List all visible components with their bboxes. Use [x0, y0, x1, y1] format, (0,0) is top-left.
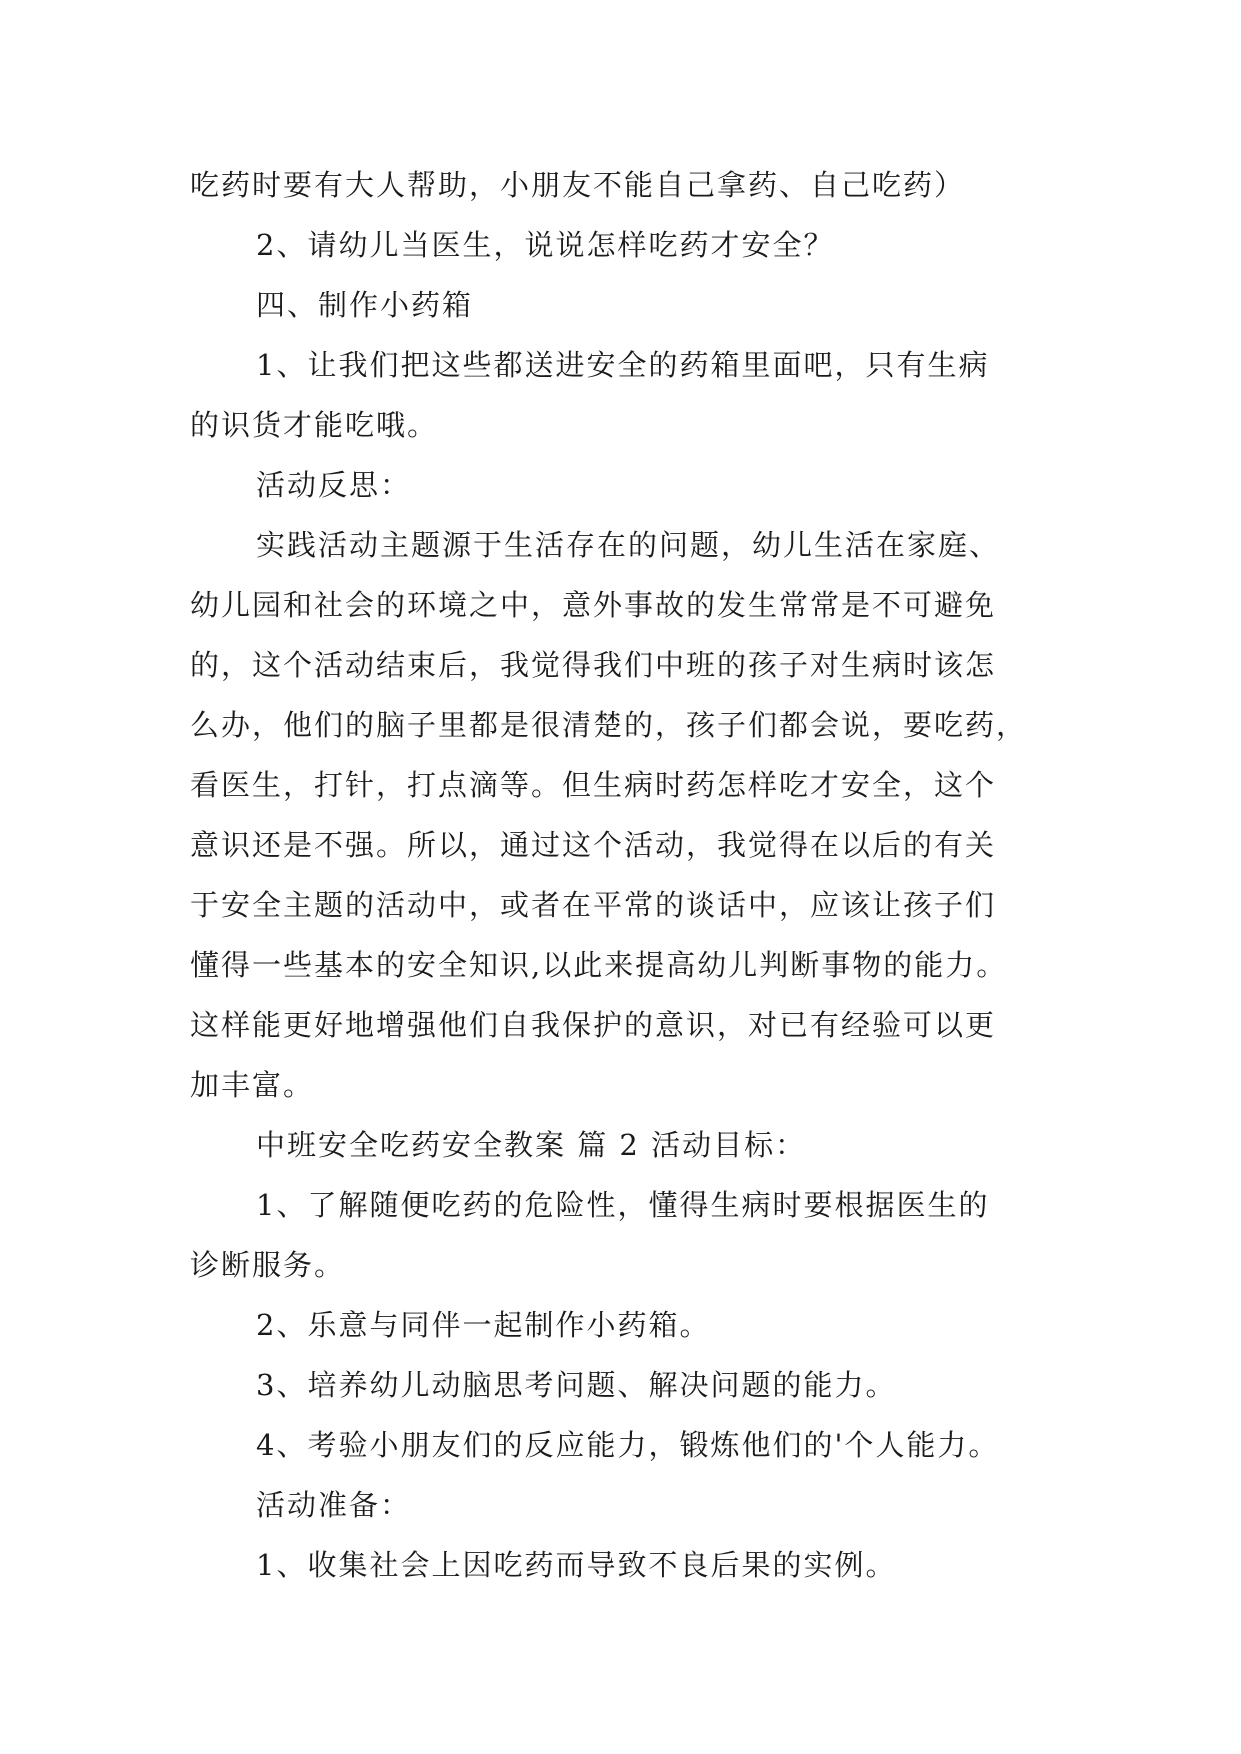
text-line: 3、培养幼儿动脑思考问题、解决问题的能力。 [256, 1368, 897, 1402]
text-line: 的，这个活动结束后，我觉得我们中班的孩子对生病时该怎 [190, 648, 997, 682]
text-line: 实践活动主题源于生活存在的问题，幼儿生活在家庭、 [256, 528, 1001, 562]
text-line: 的识货才能吃哦。 [190, 408, 439, 442]
text-line: 于安全主题的活动中，或者在平常的谈话中，应该让孩子们 [190, 888, 997, 922]
text-line: 2、乐意与同伴一起制作小药箱。 [256, 1308, 711, 1342]
text-line: 2、请幼儿当医生，说说怎样吃药才安全？ [256, 228, 835, 262]
text-line: 幼儿园和社会的环境之中，意外事故的发生常常是不可避免 [190, 588, 997, 622]
text-line: 1、了解随便吃药的危险性，懂得生病时要根据医生的 [256, 1188, 990, 1222]
section-heading: 活动反思： [256, 468, 412, 502]
text-line: 4、考验小朋友们的反应能力，锻炼他们的'个人能力。 [256, 1428, 1000, 1462]
text-line: 意识还是不强。所以，通过这个活动，我觉得在以后的有关 [190, 828, 997, 862]
text-line: 1、让我们把这些都送进安全的药箱里面吧，只有生病 [256, 348, 990, 382]
text-line: 1、收集社会上因吃药而导致不良后果的实例。 [256, 1548, 897, 1582]
text-line: 诊断服务。 [190, 1248, 346, 1282]
text-line: 么办，他们的脑子里都是很清楚的，孩子们都会说，要吃药， [190, 708, 1028, 742]
text-line: 这样能更好地增强他们自我保护的意识，对已有经验可以更 [190, 1008, 997, 1042]
text-line: 四、制作小药箱 [256, 288, 474, 322]
text-line: 吃药时要有大人帮助，小朋友不能自己拿药、自己吃药） [190, 168, 966, 202]
text-line: 懂得一些基本的安全知识,以此来提高幼儿判断事物的能力。 [190, 948, 1008, 982]
section-heading: 活动准备： [256, 1488, 412, 1522]
section-heading: 中班安全吃药安全教案 篇 2 活动目标： [256, 1128, 807, 1162]
text-line: 看医生，打针，打点滴等。但生病时药怎样吃才安全，这个 [190, 768, 997, 802]
text-line: 加丰富。 [190, 1068, 315, 1102]
